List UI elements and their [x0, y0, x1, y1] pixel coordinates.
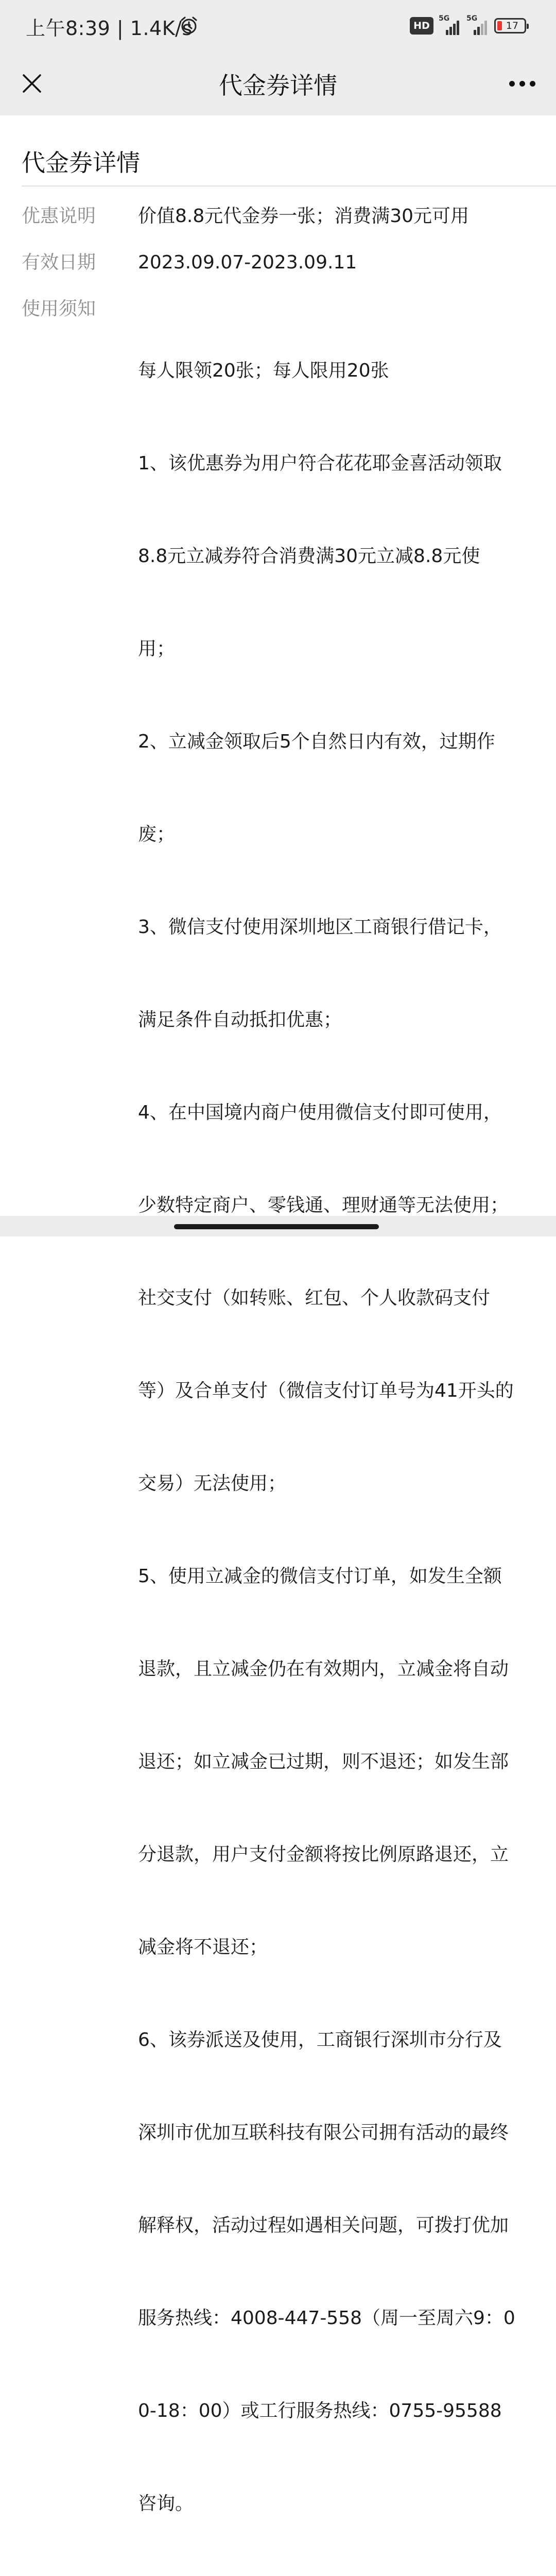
notes-line: 咨询。 [138, 2493, 194, 2514]
notes-line: 满足条件自动抵扣优惠； [138, 1009, 342, 1030]
notes-line: 6、该券派送及使用，工商银行深圳市分行及 [138, 2029, 502, 2050]
more-icon [509, 81, 515, 87]
validity-label: 有效日期 [22, 252, 96, 273]
notes-line: 3、微信支付使用深圳地区工商银行借记卡， [138, 917, 502, 938]
alarm-icon [179, 15, 199, 35]
notes-line: 每人限领20张；每人限用20张 [138, 360, 389, 381]
section-title: 代金券详情 [22, 149, 140, 177]
battery-level: 17 [506, 20, 519, 31]
hd-icon: HD [410, 17, 433, 35]
notes-line: 8.8元立减券符合消费满30元立减8.8元使 [138, 546, 480, 567]
notes-line: 解释权，活动过程如遇相关问题，可拨打优加 [138, 2215, 509, 2236]
signal-label: 5G [466, 14, 478, 23]
notes-line: 等）及合单支付（微信支付订单号为41开头的 [138, 1380, 514, 1401]
status-icons [410, 15, 526, 36]
discount-label: 优惠说明 [22, 206, 96, 227]
battery-icon [494, 18, 526, 33]
notes-line: 少数特定商户、零钱通、理财通等无法使用； [138, 1195, 509, 1216]
notes-line: 0-18：00）或工行服务热线：0755-95588 [138, 2400, 502, 2421]
more-button[interactable] [503, 67, 541, 100]
notes-line: 深圳市优加互联科技有限公司拥有活动的最终 [138, 2122, 509, 2143]
notes-line: 服务热线：4008-447-558（周一至周六9：0 [138, 2308, 515, 2329]
nav-bar [0, 52, 556, 115]
gesture-bar [0, 1216, 556, 1236]
divider [22, 185, 556, 187]
notes-line: 1、该优惠券为用户符合花花耶金喜活动领取 [138, 453, 502, 474]
home-indicator[interactable] [174, 1224, 379, 1229]
status-bar [0, 0, 556, 52]
notes-line: 分退款，用户支付金额将按比例原路退还，立 [138, 1844, 509, 1865]
signal-icon [466, 16, 489, 35]
notes-line: 5、使用立减金的微信支付订单，如发生全额 [138, 1566, 502, 1587]
validity-value: 2023.09.07-2023.09.11 [138, 252, 357, 273]
notes-line: 社交支付（如转账、红包、个人收款码支付 [138, 1287, 491, 1309]
notes-line: 交易）无法使用； [138, 1473, 287, 1494]
notes-label: 使用须知 [22, 298, 96, 319]
notes-line: 退还；如立减金已过期，则不退还；如发生部 [138, 1751, 509, 1772]
notes-line: 4、在中国境内商户使用微信支付即可使用， [138, 1102, 502, 1123]
status-time: 上午8:39 | 1.4K/s [26, 17, 193, 40]
notes-line: 用； [138, 638, 176, 659]
notes-line: 废； [138, 824, 176, 845]
top-bar [0, 0, 556, 115]
notes-line: 退款，且立减金仍在有效期内，立减金将自动 [138, 1658, 509, 1680]
notes-value [138, 294, 550, 2576]
notes-line: 减金将不退还； [138, 1937, 268, 1958]
page-title: 代金券详情 [219, 72, 337, 99]
signal-icon [439, 16, 461, 35]
notes-line: 2、立减金领取后5个自然日内有效，过期作 [138, 731, 495, 752]
discount-value: 价值8.8元代金券一张；消费满30元可用 [138, 206, 470, 227]
signal-label: 5G [439, 14, 450, 23]
